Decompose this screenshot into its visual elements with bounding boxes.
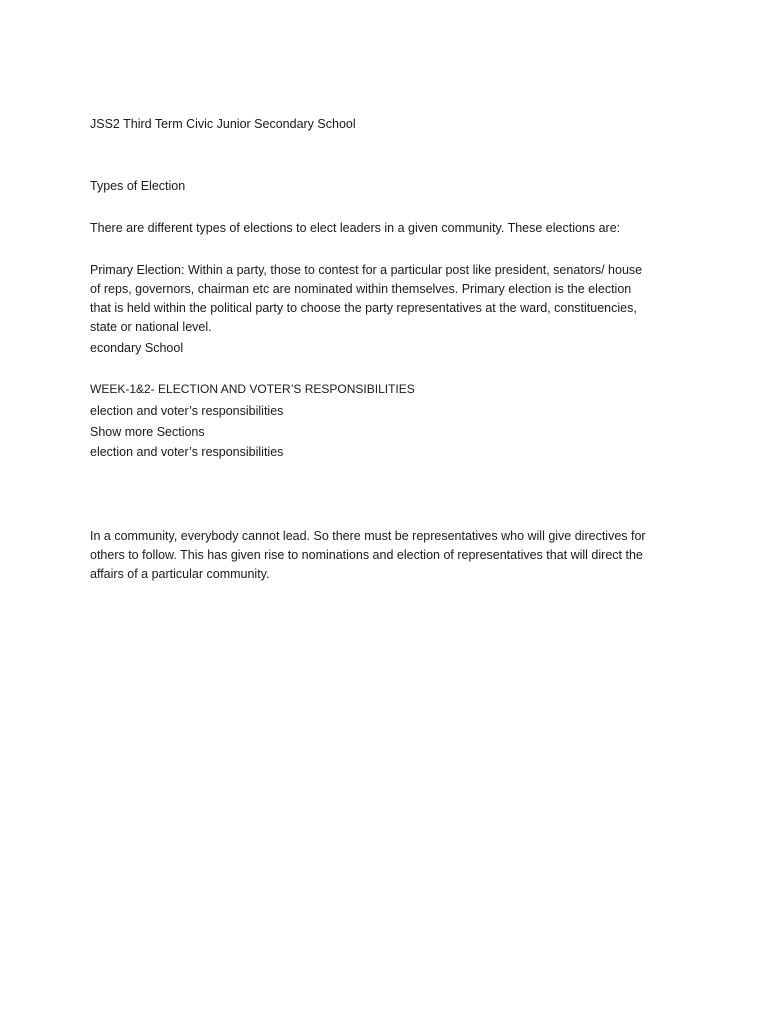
primary-election-line: that is held within the political party to choose the party representatives at the ward, constituencies, xyxy=(90,301,637,315)
section-heading-types-of-election: Types of Election xyxy=(90,179,186,193)
primary-election-line: state or national level. xyxy=(90,320,212,334)
intro-paragraph: There are different types of elections to elect leaders in a given community. These elections are: xyxy=(90,221,621,235)
document-header: JSS2 Third Term Civic Junior Secondary School xyxy=(90,117,356,131)
topic-line: election and voter’s responsibilities xyxy=(90,404,284,418)
community-line: affairs of a particular community. xyxy=(90,567,270,581)
primary-election-line: Primary Election: Within a party, those to contest for a particular post like president, senators/ house xyxy=(90,263,643,277)
community-line: In a community, everybody cannot lead. So there must be representatives who will give directives for xyxy=(90,529,646,543)
fragment-text: econdary School xyxy=(90,341,184,355)
week-heading: WEEK-1&2- ELECTION AND VOTER’S RESPONSIBILITIES xyxy=(90,382,415,396)
show-more-sections-text: Show more Sections xyxy=(90,425,205,439)
community-line: others to follow. This has given rise to nominations and election of representatives that will direct the xyxy=(90,548,643,562)
primary-election-line: of reps, governors, chairman etc are nominated within themselves. Primary election is the election xyxy=(90,282,632,296)
topic-line: election and voter’s responsibilities xyxy=(90,445,284,459)
